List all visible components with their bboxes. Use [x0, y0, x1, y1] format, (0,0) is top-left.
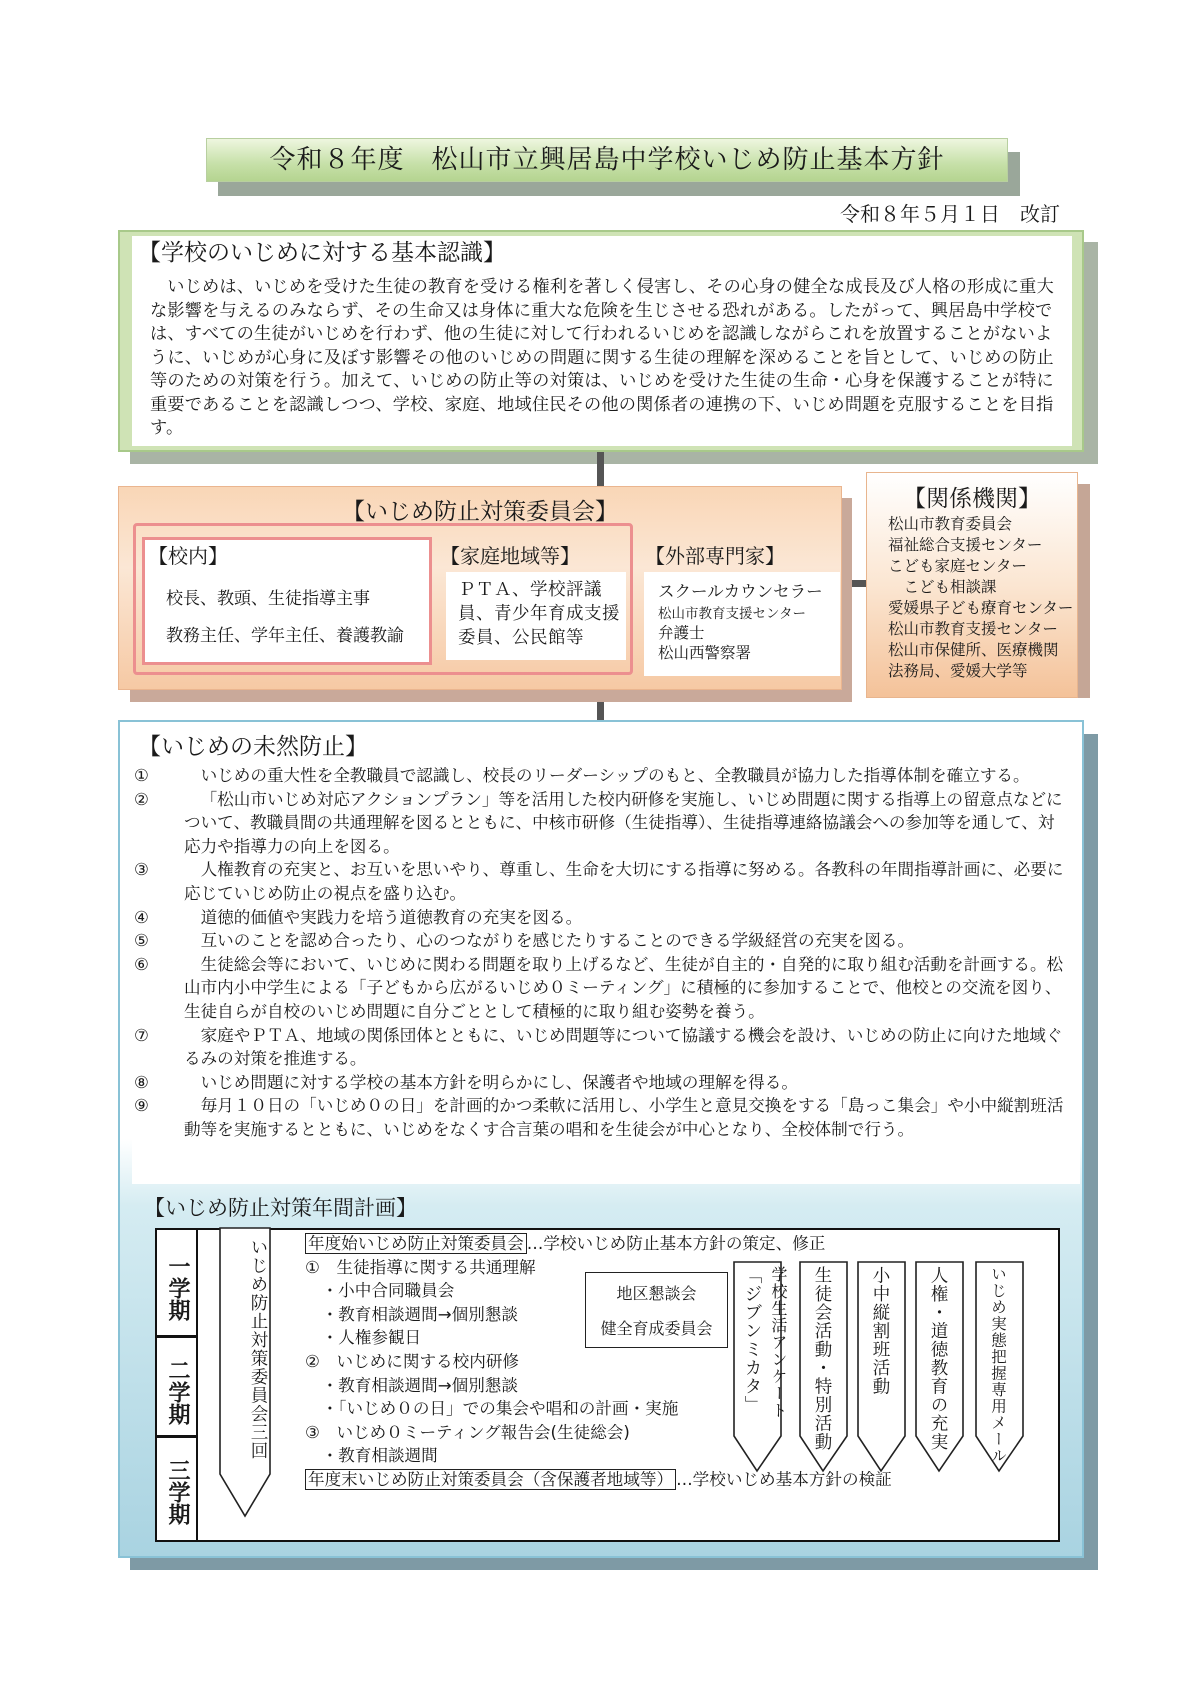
page-title: 令和８年度 松山市立興居島中学校いじめ防止基本方針	[206, 138, 1008, 182]
item-text: 道徳的価値や実践力を培う道徳教育の充実を図る。	[200, 907, 583, 927]
related-orgs-list	[888, 514, 1088, 682]
list-item	[132, 764, 1067, 788]
related-orgs-heading: 【関係機関】	[903, 486, 1041, 512]
external-experts-heading: 【外部専門家】	[645, 544, 785, 568]
item-text: いじめの重大性を全教職員で認識し、校長のリーダーシップのもと、全教職員が協力した指導体制を確立する。	[200, 766, 1030, 785]
awareness-body: いじめは、いじめを受けた生徒の教育を受ける権利を著しく侵害し、その心身の健全な成長及び人格の形成に重大な影響を与えるのみならず、その生命又は身体に重大な危険を生じさせる恐れがある。したがって、興居島中学校では、すべての生徒がいじめを行わず、他の生徒に対して行われるいじめを認識しながらこれを放置することがないように、いじめが心身に及ぼす影響その他のいじめの問題に関する生徒の理解を深めることを旨として、いじめの防止等のための対策を行う。加えて、いじめの防止等の対策は、いじめを受けた生徒の生命・心身を保護することが特に重要であることを認識しつつ、学校、家庭、地域住民その他の関係者の連携の下、いじめ問題を克服することを目指す。	[150, 277, 1054, 438]
list-item: 愛媛県子ども療育センター	[888, 599, 1074, 617]
jibun-mikata-label: 「ジブンミカタ」	[742, 1266, 762, 1414]
revision-date: 令和８年５月１日 改訂	[840, 202, 1060, 226]
item-number: ⑤	[134, 931, 149, 951]
list-item: 福祉総合支援センター	[888, 536, 1043, 554]
plan-row: ・教育相談週間→個別懇談	[305, 1304, 519, 1324]
external-expert: 松山西警察署	[658, 644, 752, 662]
plan-row	[305, 1232, 1005, 1256]
plan-rows	[305, 1232, 1005, 1492]
plan-row: ・「いじめ０の日」での集会や唱和の計画・実施	[305, 1399, 679, 1419]
list-item: 松山市保健所、医療機関	[888, 641, 1059, 659]
committee-meetings-label: いじめ防止対策委員会三回	[248, 1238, 268, 1460]
group-activity-label: 小中縦割班活動	[870, 1266, 890, 1396]
term-label: 三学期	[165, 1459, 190, 1525]
plan-row: ③ いじめ０ミーティング報告会(生徒総会)	[305, 1422, 630, 1442]
item-text: 毎月１０日の「いじめ０の日」を計画的かつ柔軟に活用し、小学生と意見交換をする「島っこ集会」や小中縦割班活動等を実施するとともに、いじめをなくす合言葉の唱和を生徒会が中心となり、全校体制で行う。	[184, 1096, 1064, 1139]
annual-plan-heading: 【いじめ防止対策年間計画】	[144, 1196, 417, 1220]
external-expert: 弁護士	[658, 624, 705, 642]
plan-row: ・人権参観日	[305, 1328, 422, 1348]
plan-row: ・小中合同職員会	[305, 1281, 455, 1301]
list-item: 松山市教育委員会	[888, 515, 1013, 533]
list-item	[132, 788, 1067, 859]
external-expert: スクールカウンセラー	[658, 582, 823, 601]
list-item: こども家庭センター	[888, 557, 1027, 575]
school-members-line: 教務主任、学年主任、養護教諭	[166, 626, 404, 646]
list-item	[132, 1094, 1067, 1141]
list-item	[132, 906, 1067, 930]
home-community-members: ＰＴＡ、学校評議員、青少年育成支援委員、公民館等	[458, 580, 620, 648]
student-council-label: 生徒会活動・特別活動	[812, 1266, 832, 1451]
item-text: 互いのことを認め合ったり、心のつながりを感じたりすることのできる学級経営の充実を図る。	[200, 931, 915, 951]
item-number: ⑧	[134, 1072, 149, 1092]
end-meeting: 年度末いじめ防止対策委員会（含保護者地域等）	[305, 1469, 676, 1490]
list-item: こども相談課	[888, 578, 997, 596]
item-number: ⑦	[134, 1025, 149, 1045]
human-rights-label: 人権・道徳教育の充実	[928, 1266, 948, 1451]
local-meeting: 地区懇談会	[616, 1284, 697, 1303]
item-number: ③	[134, 860, 149, 880]
plan-row: ① 生徒指導に関する共通理解	[305, 1257, 536, 1277]
item-number: ⑥	[134, 954, 149, 974]
list-item: 法務局、愛媛大学等	[888, 662, 1028, 680]
term-label: 一学期	[165, 1255, 190, 1321]
external-expert: 松山市教育支援センター	[658, 606, 806, 622]
item-number: ⑨	[134, 1096, 149, 1116]
connector-line	[597, 452, 604, 488]
prevention-list	[132, 764, 1067, 1142]
item-text: いじめ問題に対する学校の基本方針を明らかにし、保護者や地域の理解を得る。	[200, 1072, 798, 1092]
school-members-line: 校長、教頭、生徒指導主事	[166, 589, 370, 609]
local-meeting: 健全育成委員会	[600, 1319, 713, 1338]
term-divider	[157, 1335, 197, 1338]
list-item	[132, 1071, 1067, 1095]
plan-row: ・教育相談週間→個別懇談	[305, 1375, 519, 1395]
plan-row: ② いじめに関する校内研修	[305, 1351, 520, 1371]
item-number: ②	[134, 789, 149, 809]
item-text: 生徒総会等において、いじめに関わる問題を取り上げるなど、生徒が自主的・自発的に取り組む活動を計画する。松山市内小中学生による「子どもから広がるいじめ０ミーティング」に積極的に参加することで、他校との交流を図り、生徒自らが自校のいじめ問題に自分ごととして積極的に取り組む姿勢を養う。	[184, 954, 1064, 1021]
list-item	[132, 953, 1067, 1024]
item-number: ①	[134, 766, 149, 785]
committee-heading: 【いじめ防止対策委員会】	[342, 499, 618, 525]
prevention-heading: 【いじめの未然防止】	[138, 734, 368, 760]
term-label: 二学期	[165, 1359, 190, 1425]
term-divider	[157, 1435, 197, 1438]
home-community-heading: 【家庭地域等】	[440, 544, 580, 568]
item-text: 「松山市いじめ対応アクションプラン」等を活用した校内研修を実施し、いじめ問題に関する指導上の留意点などについて、教職員間の共通理解を図るとともに、中核市研修（生徒指導）、生徒指導連絡協議会への参加等を通して、対応力や指導力の向上を図る。	[184, 789, 1063, 856]
plan-row: ・教育相談週間	[305, 1446, 438, 1466]
start-note: …学校いじめ防止基本方針の策定、修正	[526, 1234, 826, 1253]
awareness-heading: 【学校のいじめに対する基本認識】	[138, 240, 506, 266]
list-item: 松山市教育支援センター	[888, 620, 1058, 638]
end-note: …学校いじめ基本方針の検証	[676, 1469, 892, 1489]
list-item	[132, 1024, 1067, 1071]
school-life-survey-label: 学校生活アンケート	[769, 1266, 788, 1419]
start-meeting: 年度始いじめ防止対策委員会	[305, 1233, 527, 1254]
bullying-email-label: いじめ実態把握専用メール	[989, 1266, 1007, 1464]
item-text: 家庭やＰＴＡ、地域の関係団体とともに、いじめ問題等について協議する機会を設け、いじめの防止に向けた地域ぐるみの対策を推進する。	[184, 1025, 1063, 1069]
plan-row	[305, 1468, 1005, 1492]
school-heading: 【校内】	[148, 544, 228, 568]
list-item	[132, 929, 1067, 953]
list-item	[132, 858, 1067, 905]
item-text: 人権教育の充実と、お互いを思いやり、尊重し、生命を大切にする指導に努める。各教科の年間指導計画に、必要に応じていじめ防止の視点を盛り込む。	[184, 860, 1064, 903]
item-number: ④	[134, 907, 149, 927]
